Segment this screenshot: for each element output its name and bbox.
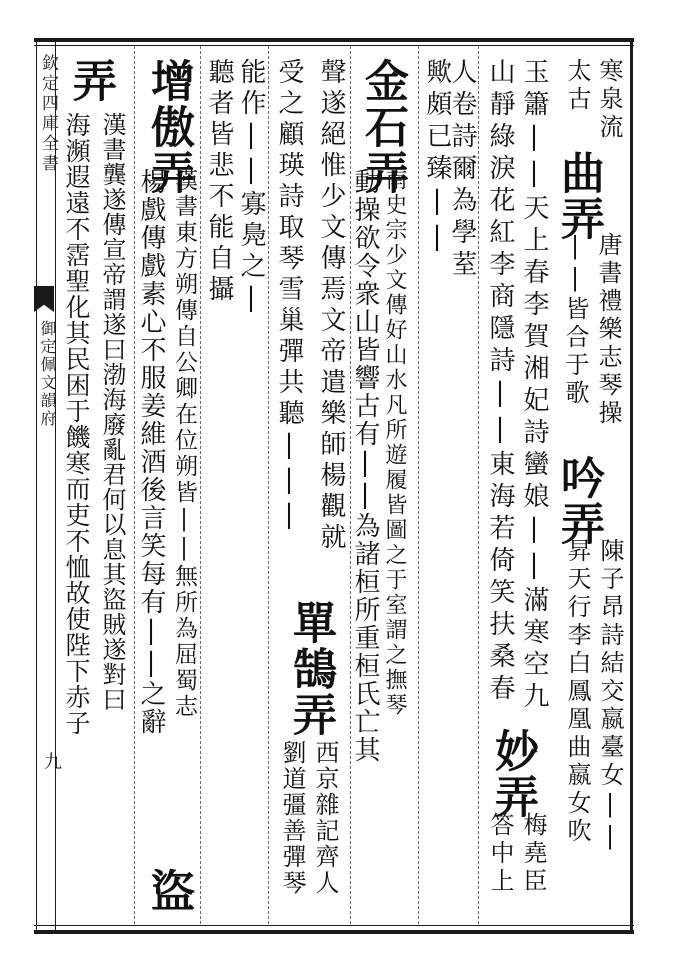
column-divider bbox=[134, 46, 135, 924]
entry-heading: 妙弄 bbox=[487, 728, 538, 820]
text-column: 寒泉流 bbox=[595, 58, 623, 142]
column-divider bbox=[268, 46, 269, 924]
text-column: 山靜綠淚花紅李商隱詩||東海若倚笑扶桑春 bbox=[485, 58, 515, 706]
text-column: 劉道彊善彈琴 bbox=[278, 740, 306, 896]
text-column: 受之顧瑛詩取琴雪巢彈共聽||| bbox=[274, 58, 304, 535]
entry-heading: 盜 bbox=[143, 868, 194, 914]
entry-heading: 曲弄 bbox=[553, 150, 604, 242]
section-title: 御定佩文韻府 bbox=[38, 320, 57, 428]
text-column: 漢書龔遂傳宣帝謂遂曰渤海廢亂君何以息其盜賊遂對曰 bbox=[98, 112, 126, 712]
fishtail-mark-icon bbox=[34, 286, 54, 312]
text-column: 梅堯臣 bbox=[519, 812, 547, 896]
text-column: ||皆合于歌 bbox=[561, 232, 589, 408]
text-column: 昇天行李白鳳凰曲嬴女吹 bbox=[563, 538, 591, 846]
top-inner-border bbox=[34, 45, 634, 46]
entry-heading: 單鵠弄 bbox=[285, 600, 336, 738]
text-column: 動操欲令衆山皆響古有||為諸桓所重桓氏亡其 bbox=[350, 168, 380, 764]
top-border bbox=[34, 38, 634, 42]
column-divider bbox=[418, 46, 419, 924]
text-column: 海瀕遐遠不霑聖化其民困于饑寒而吏不恤故使陛下赤子 bbox=[62, 112, 91, 736]
entry-heading: 弄 bbox=[65, 58, 116, 104]
book-title: 欽定四庫全書 bbox=[38, 54, 58, 174]
text-column: 漢書東方朔傳自公卿在位朔皆||無所為屈蜀志 bbox=[171, 168, 197, 720]
page-number: 九 bbox=[41, 752, 62, 770]
entry-heading: 金石弄 bbox=[357, 58, 408, 196]
text-column: 陳子昂詩結交嬴臺女|| bbox=[596, 538, 624, 854]
right-border bbox=[630, 38, 633, 934]
text-column: 答中上 bbox=[486, 812, 514, 896]
text-column: 楊戲傳戲素心不服姜維酒後言笑每有||之辭 bbox=[136, 168, 166, 736]
text-column: 玉簫||天上春李賀湘妃詩蠻娘||滿寒空九 bbox=[519, 58, 549, 714]
text-column: 南史宗少文傳好山水凡所遊履皆圖之于室謂之撫琴 bbox=[382, 168, 407, 718]
column-divider bbox=[478, 46, 479, 924]
text-column: 聲遂絕惟少文傳焉文帝遣樂師楊觀就 bbox=[316, 58, 346, 554]
text-column: 人卷詩爾為學荎 bbox=[447, 58, 477, 282]
bottom-border bbox=[34, 930, 634, 934]
text-column: 太古 bbox=[563, 58, 591, 114]
entry-heading: 增傲弄 bbox=[143, 58, 194, 196]
text-column: 西京雜記齊人 bbox=[311, 740, 339, 896]
text-column: 唐書禮樂志琴操 bbox=[594, 232, 622, 428]
entry-heading: 吟弄 bbox=[553, 455, 604, 547]
column-divider bbox=[200, 46, 201, 924]
bottom-inner-border bbox=[34, 925, 634, 926]
text-column: 聽者皆悲不能自攝 bbox=[204, 58, 234, 306]
text-column: 能作||寡鳧之| bbox=[236, 58, 266, 318]
text-column: 歟頗已臻|| bbox=[422, 58, 452, 258]
